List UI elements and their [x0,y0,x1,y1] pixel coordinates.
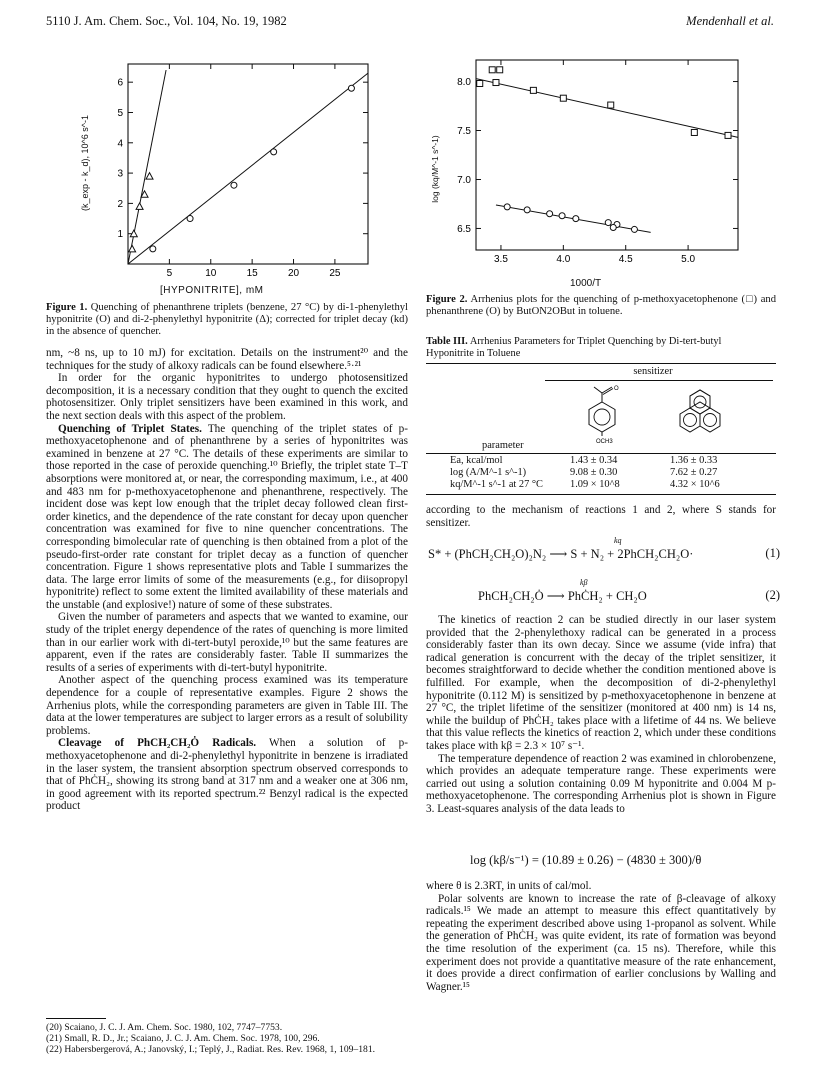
figure-2-chart [448,54,748,269]
data-point-circle [631,226,637,232]
y-tick-label: 1 [117,229,123,241]
x-tick-label: 20 [287,268,300,279]
data-point-square [477,81,483,87]
table-cell-c2: 1.36 ± 0.33 [670,455,718,466]
right-column-body-2 [426,880,776,993]
data-point-circle [187,216,193,222]
data-point-circle [547,211,553,217]
table-cell-c2: 4.32 × 10^6 [670,479,720,490]
data-point-circle [231,182,237,188]
figure-1-chart [86,58,376,286]
equation-1-rate-label: kq [614,536,622,545]
x-tick-label: 25 [329,268,341,279]
reference-item: (22) Habersbergerová, A.; Janovský, I.; Teplý, J., Radiat. Res. Rev. 1968, 1, 109–181. [46,1044,376,1055]
table-cell-c2: 7.62 ± 0.27 [670,467,718,478]
equation-2-number: (2) [765,588,780,602]
figure-1-ylabel-wrap [80,115,94,211]
x-tick-label: 4.5 [618,254,633,265]
table-row [450,467,770,479]
reference-item: (21) Small, R. D., Jr.; Scaiano, J. C. J. Am. Chem. Soc. 1978, 100, 296. [46,1033,320,1044]
left-column-body [46,347,408,813]
running-header-left: 5110 J. Am. Chem. Soc., Vol. 104, No. 19, 1982 [46,14,287,28]
figure-2-caption-label: Figure 2. [426,294,468,305]
right-body-paragraph: The temperature dependence of reaction 2 was examined in chlorobenzene, which provides an adequate temperature range. These experiments were carried out using a solution containing 0.09 M hyponitrite and 0.004 M p-methoxyacetophenone. The corresponding Arrhenius plot is shown in Figure 3. Least-squares analysis of the data leads to [426,752,776,815]
data-point-triangle [146,173,153,180]
table-cell-c1: 1.09 × 10^8 [570,479,620,490]
equation-2-text: PhCH₂CH₂Ȯ ⟶ PhĊH₂ + CH₂O [478,589,647,603]
figure-2-ylabel: log (kq/M^-1 s^-1) [430,135,440,203]
equation-1-number: (1) [765,546,780,560]
right-body-paragraph: Polar solvents are known to increase the rate of β-cleavage of alkoxy radicals.¹⁵ We made an attempt to measure this effect quantitatively by repeating the experiment described above using 1-propanol as solvent. While the generation of PhĊH₂ was quite evident, its rate of formation was beyond the time resolution of the experiment (ca. 15 ns). Therefore, while this experiment does not provide a quantitative measure of the rate enhancement, it does provide a direct confirmation of earlier conclusions by Walling and Wagner.¹⁵ [426,892,776,993]
table-3-title-label: Table III. [426,336,468,347]
section-heading: Quenching of Triplet States. [58,422,202,435]
table-3-body [450,455,770,491]
data-point-square [691,129,697,135]
right-body-paragraph: where θ is 2.3RT, in units of cal/mol. [426,880,592,892]
right-intro [426,504,776,529]
left-body-paragraph: Cleavage of PhCH₂CH₂Ȯ Radicals. When a solution of p-methoxyacetophenone and di-2-phenylethyl hyponitrite in benzene is irradiated in the laser system, the transient absorption spectrum observed corresponds to that of PhĊH₂, showing its strong band at 317 nm and a weaker one at 306 nm, in good agreement with its reported spectrum.²² Benzyl radical is the expected product [46,737,408,813]
equation-2 [478,588,780,604]
fit-line [476,79,738,138]
table-cell-c1: 1.43 ± 0.34 [570,455,618,466]
y-tick-label: 7.0 [457,174,471,186]
figure-1-caption [46,302,408,338]
carbonyl-o-label: O [614,386,619,392]
y-tick-label: 6 [117,77,123,89]
data-point-square [530,87,536,93]
table-3-bottom-rule [426,494,776,495]
running-header-right: Mendenhall et al. [686,14,774,28]
figure-2-caption [426,294,776,318]
x-tick-label: 5.0 [681,254,696,265]
table-cell-param: kq/M^-1 s^-1 at 27 °C [450,479,543,490]
table-3-header-rule [426,453,776,454]
data-point-circle [605,220,611,226]
right-intro-text: according to the mechanism of reactions 1 and 2, where S stands for sensitizer. [426,504,776,529]
data-point-triangle [136,203,143,210]
y-tick-label: 4 [117,138,123,150]
x-tick-label: 15 [246,268,258,279]
y-tick-label: 8.0 [457,77,471,89]
fit-line [128,73,368,264]
equation-1-text: S* + (PhCH₂CH₂O)₂N₂ ⟶ S + N₂ + 2PhCH₂CH₂O· [428,547,694,561]
table-3-title [426,336,766,360]
phenanthrene-structure [660,384,740,444]
y-tick-label: 6.5 [457,223,471,235]
left-body-paragraph: Quenching of Triplet States. The quenching of the triplet states of p-methoxyacetophenone and of phenanthrene by a series of hyponitrites was examined in benzene at 27 °C. The details of these experiments are similar to those reported in the case of peroxide quenching.¹⁰ Briefly, the triplet state T–T absorptions were monitored at, or near, the corresponding maximum, i.e., at 400 and 483 nm for p-methoxyacetophenone and phenanthrene, respectively. The incident dose was kept low enough that the triplet decay followed clean first-order kinetics, and the dependence of the rate constant for decay upon quencher concentration was examined for five to nine quencher concentrations. The corresponding bimolecular rate of quenching is then obtained from a plot of the pseudo-first-order rate constant for triplet decay as a function of quencher concentration. Figure 1 shows representative plots and Table I summarizes the data. The large error limits of some of the measurements (e.g., for diisopropyl hyponitrite) reflect to some extent the limited availability of these materials and the unstable (and explosive!) nature of some of these substrates. [46,422,408,611]
data-point-square [560,95,566,101]
data-point-circle [348,85,354,91]
references [46,1022,408,1055]
left-body-paragraph: In order for the organic hyponitrites to undergo photosensitized decomposition, it is a necessary condition that they ought to quench the excited photosensitizer. Only triplet sensitizers have been examined in this work, and the next section deals with this aspect of the problem. [46,372,408,422]
figure-1-ylabel: (k_exp - k_d), 10^6 s^-1 [80,115,90,211]
x-tick-label: 5 [166,268,173,279]
data-point-circle [150,246,156,252]
figure-2-caption-text: Arrhenius plots for the quenching of p-methoxyacetophenone (□) and phenanthrene (O) by ButON2OBut in toluene. [426,294,776,317]
data-point-circle [271,149,277,155]
table-3-top-rule [426,363,776,364]
figure-2-ylabel-wrap [430,135,444,203]
figure-1-caption-text: Quenching of phenanthrene triplets (benzene, 27 °C) by di-1-phenylethyl hyponitrite (O) and di-2-phenylethyl hyponitrite (Δ); corrected for triplet decay (kd) in the absence of quencher. [46,302,408,337]
left-body-paragraph: Given the number of parameters and aspects that we wanted to examine, our study of the triplet energy dependence of the rates of quenching is more limited than in our earlier work with di-tert-butyl peroxide,¹⁰ but the same features are apparent, even if the rates are considerably faster. Table II summarizes the results of a series of experiments with di-tert-butyl hyponitrite. [46,611,408,674]
x-tick-label: 3.5 [493,254,508,265]
left-body-paragraph: Another aspect of the quenching process examined was its temperature dependence for a couple of representative examples. Figure 2 shows the Arrhenius plots, while the corresponding parameters are given in Table III. The data at the lower temperatures are subject to larger errors as a result of solubility problems. [46,674,408,737]
data-point-circle [504,204,510,210]
table-3-span-header: sensitizer [633,366,673,377]
data-point-square [725,132,731,138]
data-point-square [497,67,503,73]
figure-2-xlabel: 1000/T [570,278,602,289]
right-body-paragraph: The kinetics of reaction 2 can be studied directly in our laser system provided that the 2-phenylethoxy radical can be generated in a process considerably faster than its own decay. Since we assume (vide infra) that radical generation is concurrent with the decay of the triplet sensitizer, it becomes straightforward to decide whether the condition mentioned above is fulfilled. For example, when the decomposition of di-2-phenylethyl hyponitrite (0.112 M) is sensitized by p-methoxyacetophenone in benzene at 27 °C, the triplet lifetime of the sensitizer (monitored at 400 nm) is 14 ns, while the buildup of PhĊH₂ takes place with a lifetime of 44 ns. We believe that this value reflects the kinetics of reaction 2, which under these conditions takes place with kβ = 2.3 × 10⁷ s⁻¹. [426,614,776,752]
reference-item: (20) Scaiano, J. C. J. Am. Chem. Soc. 1980, 102, 7747–7753. [46,1022,283,1033]
table-cell-param: Ea, kcal/mol [450,455,503,466]
right-column-body-1 [426,614,776,816]
equation-3: log (kβ/s⁻¹) = (10.89 ± 0.26) − (4830 ± 300)/θ [470,853,702,867]
table-row [450,455,770,467]
figure-1-caption-label: Figure 1. [46,302,88,313]
plot-frame [128,64,368,264]
y-tick-label: 2 [117,198,123,210]
equation-2-rate-label: kβ [580,578,588,587]
table-3-title-text: Arrhenius Parameters for Triplet Quenching by Di-tert-butyl Hyponitrite in Toluene [426,336,722,359]
data-point-circle [524,207,530,213]
section-heading: Cleavage of PhCH₂CH₂Ȯ Radicals. [58,737,257,750]
x-tick-label: 4.0 [556,254,571,265]
table-3-param-header: parameter [482,440,524,451]
table-3-span-rule [545,380,773,381]
data-point-square [493,80,499,86]
data-point-triangle [129,245,136,252]
table-cell-c1: 9.08 ± 0.30 [570,467,618,478]
och3-label: OCH3 [596,439,613,444]
y-tick-label: 7.5 [457,126,471,138]
data-point-circle [610,224,616,230]
table-row [450,479,770,491]
table-cell-param: log (A/M^-1 s^-1) [450,467,527,478]
data-point-square [489,67,495,73]
data-point-circle [573,216,579,222]
y-tick-label: 3 [117,168,123,180]
p-methoxyacetophenone-structure [572,382,632,444]
figure-1-xlabel: [HYPONITRITE], mM [160,285,264,296]
data-point-square [608,102,614,108]
y-tick-label: 5 [117,107,123,119]
x-tick-label: 10 [205,268,217,279]
footnote-rule [46,1018,106,1019]
equation-1 [428,546,780,562]
data-point-circle [559,213,565,219]
left-body-paragraph: nm, ~8 ns, up to 10 mJ) for excitation. Details on the instrument²⁰ and the techniques for the study of alkoxy radicals can be found elsewhere.⁵·²¹ [46,347,408,372]
